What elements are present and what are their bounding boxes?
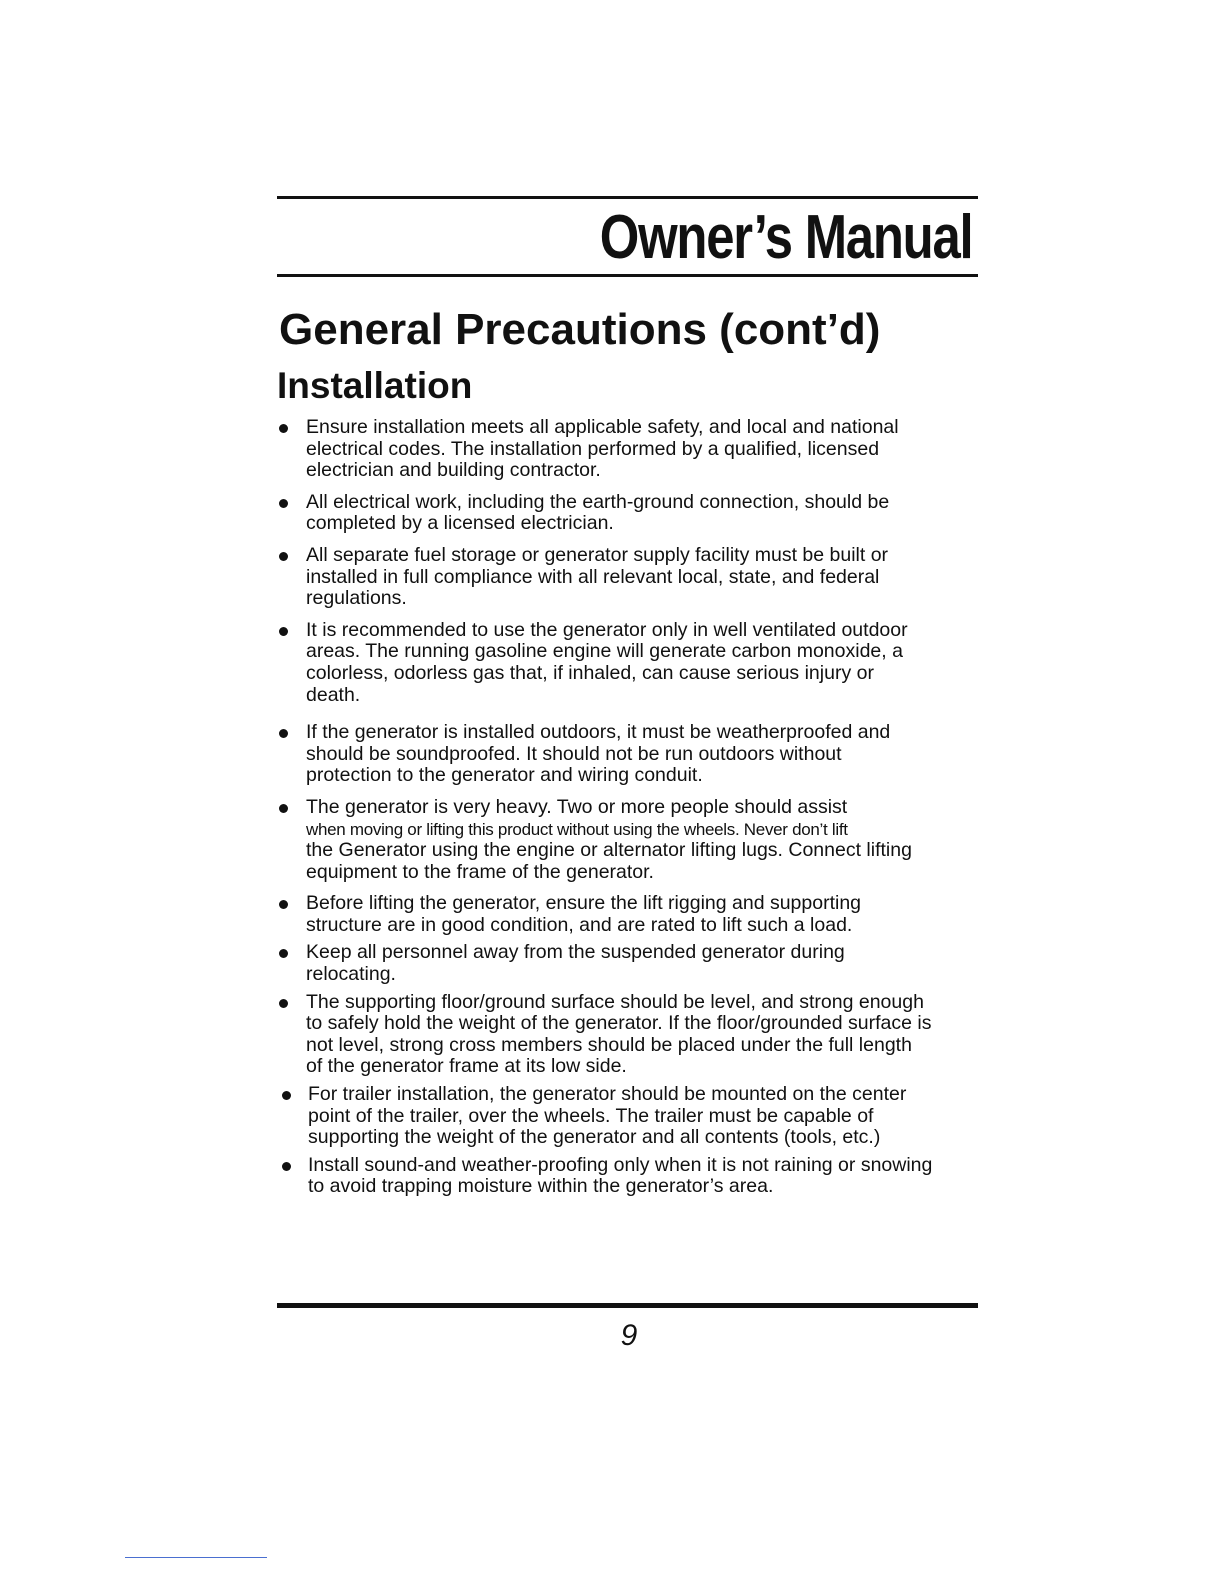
bullet-icon (279, 999, 288, 1008)
bullet-line: point of the trailer, over the wheels. The trailer must be capable of (308, 1104, 874, 1127)
list-item (276, 722, 986, 787)
bullet-icon (279, 499, 288, 508)
bullet-line: colorless, odorless gas that, if inhaled, can cause serious injury or (306, 661, 874, 684)
footer-rule (277, 1303, 978, 1308)
bullet-line: Ensure installation meets all applicable safety, and local and national (306, 416, 899, 438)
bullet-line: should be soundproofed. It should not be run outdoors without (306, 742, 842, 765)
bullet-line: regulations. (306, 587, 407, 610)
bullet-line: when moving or lifting this product without using the wheels. Never don’t lift (306, 819, 848, 839)
list-item (276, 1155, 986, 1198)
bullet-line: structure are in good condition, and are rated to lift such a load. (306, 913, 853, 936)
bullet-text (306, 893, 986, 936)
bullet-icon (279, 900, 288, 909)
bullet-icon (282, 1162, 291, 1171)
bullet-line: the Generator using the engine or alternator lifting lugs. Connect lifting (306, 839, 912, 862)
bullet-text (306, 545, 986, 610)
bullet-icon (279, 804, 288, 813)
bullet-icon (279, 949, 288, 958)
bullet-text (306, 942, 986, 985)
bullet-line: Install sound-and weather-proofing only when it is not raining or snowing (308, 1153, 933, 1176)
bullet-line: supporting the weight of the generator and all contents (tools, etc.) (308, 1126, 881, 1149)
footer-underline-mark (125, 1557, 267, 1558)
bullet-line: For trailer installation, the generator should be mounted on the center (308, 1083, 907, 1106)
bullet-line: to safely hold the weight of the generator. If the floor/grounded surface is (306, 1012, 932, 1035)
bullet-text (306, 417, 986, 482)
header-bottom-rule (277, 274, 978, 277)
bullet-text (308, 1084, 986, 1149)
precautions-list (276, 417, 986, 1208)
bullet-line: completed by a licensed electrician. (306, 512, 614, 535)
header-top-rule (277, 196, 978, 199)
bullet-line: protection to the generator and wiring conduit. (306, 764, 703, 787)
bullet-icon (282, 1091, 291, 1100)
bullet-text (306, 722, 986, 787)
bullet-line: The generator is very heavy. Two or more people should assist (306, 795, 848, 818)
list-item (276, 797, 986, 883)
bullet-line: Keep all personnel away from the suspended generator during (306, 941, 845, 964)
list-item (276, 417, 986, 482)
bullet-line: relocating. (306, 963, 396, 986)
bullet-icon (279, 729, 288, 738)
bullet-line: to avoid trapping moisture within the generator’s area. (308, 1175, 774, 1198)
bullet-line: of the generator frame at its low side. (306, 1055, 627, 1078)
bullet-text (306, 620, 986, 706)
page-number: 9 (620, 1319, 638, 1352)
list-item (276, 992, 986, 1078)
bullet-line: electrician and building contractor. (306, 459, 601, 482)
bullet-line: Before lifting the generator, ensure the lift rigging and supporting (306, 892, 862, 915)
bullet-line: The supporting floor/ground surface should be level, and strong enough (306, 990, 924, 1013)
bullet-line: not level, strong cross members should be placed under the full length (306, 1033, 912, 1056)
section-title: General Precautions (cont’d) (279, 305, 881, 354)
bullet-line: All separate fuel storage or generator supply facility must be built or (306, 543, 889, 566)
bullet-line: If the generator is installed outdoors, it must be weatherproofed and (306, 721, 891, 744)
list-item (276, 492, 986, 535)
bullet-text (306, 797, 986, 883)
bullet-line: death. (306, 683, 361, 706)
list-item (276, 893, 986, 936)
bullet-line: installed in full compliance with all relevant local, state, and federal (306, 565, 880, 588)
bullet-line: areas. The running gasoline engine will generate carbon monoxide, a (306, 640, 903, 663)
bullet-text (308, 1155, 986, 1198)
bullet-icon (279, 627, 288, 636)
bullet-line: equipment to the frame of the generator. (306, 860, 654, 883)
list-item (276, 545, 986, 610)
list-item (276, 1084, 986, 1149)
bullet-text (306, 992, 986, 1078)
list-item (276, 620, 986, 706)
bullet-icon (279, 552, 288, 561)
bullet-text (306, 492, 986, 535)
bullet-line: electrical codes. The installation performed by a qualified, licensed (306, 437, 880, 460)
subsection-title: Installation (277, 365, 473, 406)
bullet-icon (279, 424, 288, 433)
list-item (276, 942, 986, 985)
bullet-line: It is recommended to use the generator only in well ventilated outdoor (306, 618, 908, 641)
bullet-line: All electrical work, including the earth-ground connection, should be (306, 490, 890, 513)
manual-title: Owner’s Manual (599, 203, 972, 272)
